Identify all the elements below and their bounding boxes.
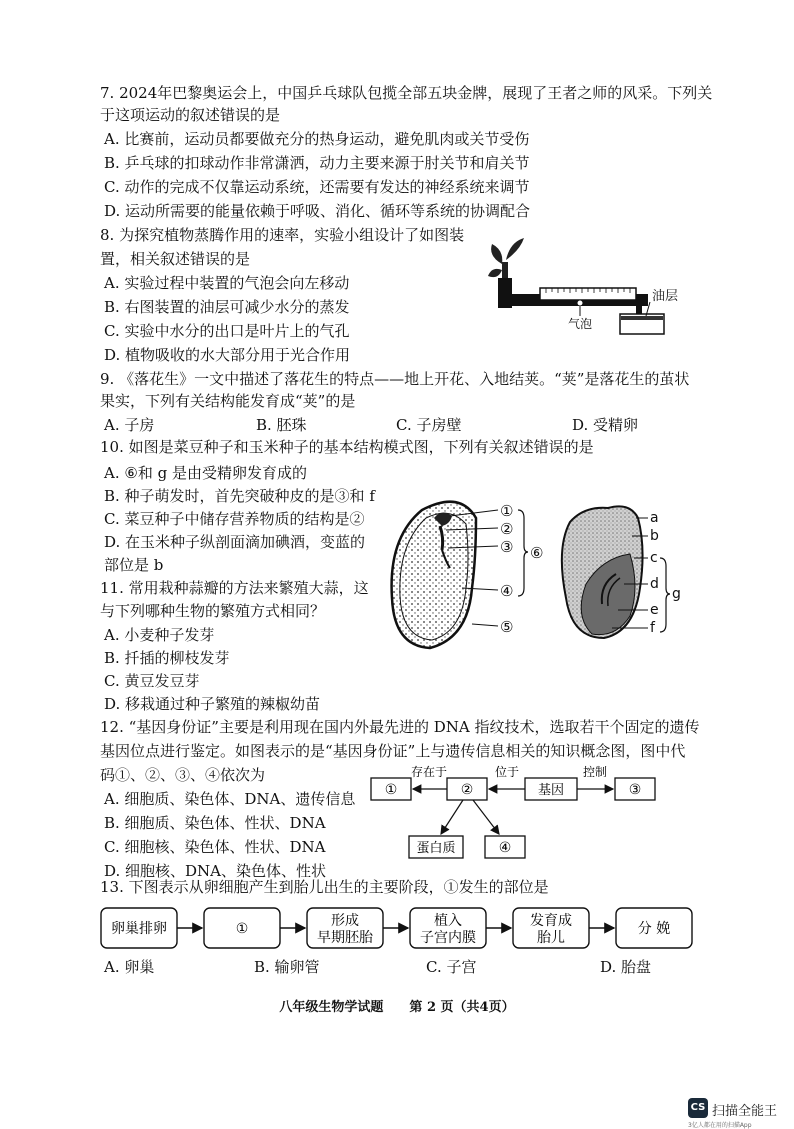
leaf-lower-icon	[488, 269, 502, 277]
flow-box-4-line2: 子宫内膜	[420, 930, 476, 946]
q12-option-b: B. 细胞质、染色体、性状、DNA	[104, 814, 326, 832]
leaf-left-icon	[491, 244, 502, 264]
q8-stem-line2: 置，相关叙述错误的是	[100, 250, 251, 268]
transpiration-apparatus-figure	[480, 230, 680, 342]
corn-label-c: c	[650, 550, 658, 566]
arrow-to-box-4	[473, 800, 499, 834]
leaf-right-icon	[506, 238, 524, 260]
oil-layer-label: 油层	[652, 289, 679, 304]
flow-box-1-label: 卵巢排卵	[111, 921, 167, 937]
camscanner-logo-icon: CS	[688, 1098, 708, 1118]
pregnancy-flow-diagram	[98, 904, 698, 952]
q7-option-b: B. 乒乓球的扣球动作非常潇洒，动力主要来源于肘关节和肩关节	[104, 154, 530, 172]
q13-stem: 13. 下图表示从卵细胞产生到胎儿出生的主要阶段，①发生的部位是	[100, 878, 549, 896]
concept-box-2-label: ②	[460, 782, 474, 798]
tube-left-horizontal	[498, 294, 544, 306]
q11-option-d: D. 移栽通过种子繁殖的辣椒幼苗	[104, 695, 321, 713]
q12-stem-line2: 基因位点进行鉴定。如图表示的是“基因身份证”上与遗传信息相关的知识概念图，图中代	[100, 742, 686, 760]
flow-box-5-line2: 胎儿	[537, 930, 565, 946]
q11-stem-line1: 11. 常用栽种蒜瓣的方法来繁殖大蒜，这	[100, 579, 369, 597]
q12-option-c: C. 细胞核、染色体、性状、DNA	[104, 838, 326, 856]
arrow-located-at-label: 位于	[494, 765, 520, 779]
arrow-to-protein	[441, 800, 463, 834]
q10-option-c: C. 菜豆种子中储存营养物质的结构是②	[104, 510, 365, 528]
q10-option-d-line1: D. 在玉米种子纵剖面滴加碘酒，变蓝的	[104, 533, 366, 551]
q8-option-d: D. 植物吸收的水大部分用于光合作用	[104, 346, 351, 364]
q8-stem-line1: 8. 为探究植物蒸腾作用的速率，实验小组设计了如图装	[100, 226, 465, 244]
bean-label-5: ⑤	[500, 618, 514, 636]
q11-stem-line2: 与下列哪种生物的繁殖方式相同？	[100, 602, 326, 620]
q12-stem-line3: 码①、②、③、④依次为	[100, 766, 266, 784]
flow-box-5-line1: 发育成	[530, 913, 572, 929]
page-footer: 八年级生物学试题 第 2 页（共4页）	[279, 1000, 515, 1015]
corn-label-a: a	[650, 510, 659, 526]
corn-brace	[660, 558, 670, 632]
corn-label-b: b	[650, 528, 659, 544]
q9-option-d: D. 受精卵	[572, 416, 639, 434]
bean-brace	[518, 510, 528, 596]
flow-box-3-line1: 形成	[331, 913, 359, 929]
q10-option-b: B. 种子萌发时，首先突破种皮的是③和 f	[104, 487, 375, 505]
q13-options	[104, 956, 704, 978]
flow-boxes	[101, 908, 692, 948]
q9-stem-line1: 9. 《落花生》一文中描述了落花生的特点——地上开花、入地结荚。“荚”是落花生的茧状	[100, 370, 690, 388]
bean-label-1: ①	[500, 502, 514, 520]
bubble-label: 气泡	[568, 317, 593, 331]
plant-stem	[502, 262, 508, 278]
q10-stem: 10. 如图是菜豆种子和玉米种子的基本结构模式图，下列有关叙述错误的是	[100, 438, 594, 456]
bean-label-4: ④	[500, 582, 514, 600]
arrow-controls-label: 控制	[582, 765, 608, 779]
q9-options	[104, 414, 704, 436]
q11-option-b: B. 扦插的柳枝发芽	[104, 649, 230, 667]
bean-label-3: ③	[500, 538, 514, 556]
q13-option-b: B. 输卵管	[254, 958, 320, 976]
q13-option-c: C. 子宫	[426, 958, 477, 976]
q7-option-d: D. 运动所需要的能量依赖于呼吸、消化、循环等系统的协调配合	[104, 202, 531, 220]
corn-label-f: f	[650, 620, 655, 636]
q13-option-d: D. 胎盘	[600, 958, 652, 976]
q10-option-d-line2: 部位是 b	[104, 556, 164, 574]
q9-stem-line2: 果实，下列有关结构能发育成“荚”的是	[100, 392, 356, 410]
q9-option-b: B. 胚珠	[256, 416, 307, 434]
corn-label-g: g	[672, 586, 681, 602]
q8-option-c: C. 实验中水分的出口是叶片上的气孔	[104, 322, 350, 340]
q8-option-a: A. 实验过程中装置的气泡会向左移动	[104, 274, 350, 292]
q13-option-a: A. 卵巢	[104, 958, 155, 976]
q7-option-a: A. 比赛前，运动员都要做充分的热身运动，避免肌肉或关节受伤	[104, 130, 530, 148]
q9-option-c: C. 子房壁	[396, 416, 462, 434]
q12-option-a: A. 细胞质、染色体、DNA、遗传信息	[104, 790, 356, 808]
q7-option-c: C. 动作的完成不仅靠运动系统，还需要有发达的神经系统来调节	[104, 178, 530, 196]
concept-box-protein-label: 蛋白质	[416, 841, 456, 856]
q11-option-c: C. 黄豆发豆芽	[104, 672, 200, 690]
corn-label-d: d	[650, 576, 659, 592]
q7-stem-line2: 于这项运动的叙述错误的是	[100, 106, 281, 124]
concept-box-3-label: ③	[628, 782, 642, 798]
bean-label-6: ⑥	[530, 544, 544, 562]
air-bubble	[578, 301, 583, 306]
bean-seed	[392, 502, 476, 648]
glass-tube	[540, 300, 636, 306]
seed-structure-figure	[380, 488, 690, 658]
gene-concept-map	[365, 764, 695, 864]
q7-stem-line1: 7. 2024年巴黎奥运会上，中国乒乓球队包揽全部五块金牌，展现了王者之师的风采。下列关	[100, 84, 713, 102]
concept-box-gene-label: 基因	[537, 783, 565, 798]
flow-box-4-line1: 植入	[434, 913, 462, 929]
concept-box-1-label: ①	[384, 782, 398, 798]
q11-option-a: A. 小麦种子发芽	[104, 626, 215, 644]
oil-layer	[621, 316, 663, 320]
flow-box-2-label: ①	[235, 921, 249, 937]
flow-box-6-label: 分 娩	[637, 921, 671, 937]
q12-stem-line1: 12. “基因身份证”主要是利用现在国内外最先进的 DNA 指纹技术，选取若干个固定的遗传	[100, 718, 700, 736]
arrow-exists-in-label: 存在于	[410, 765, 448, 779]
camscanner-tagline: 3亿人都在用的扫描App	[688, 1122, 752, 1129]
corn-label-e: e	[650, 602, 659, 618]
q12-option-d: D. 细胞核、DNA、染色体、性状	[104, 862, 327, 880]
concept-box-4-label: ④	[498, 840, 512, 856]
flow-box-3-line2: 早期胚胎	[317, 930, 373, 946]
bean-labels	[500, 502, 543, 636]
camscanner-name: 扫描全能王	[712, 1104, 778, 1119]
q10-option-a: A. ⑥和 g 是由受精卵发育成的	[104, 464, 307, 482]
bean-label-2: ②	[500, 520, 514, 538]
q9-option-a: A. 子房	[104, 416, 155, 434]
q8-option-b: B. 右图装置的油层可减少水分的蒸发	[104, 298, 350, 316]
